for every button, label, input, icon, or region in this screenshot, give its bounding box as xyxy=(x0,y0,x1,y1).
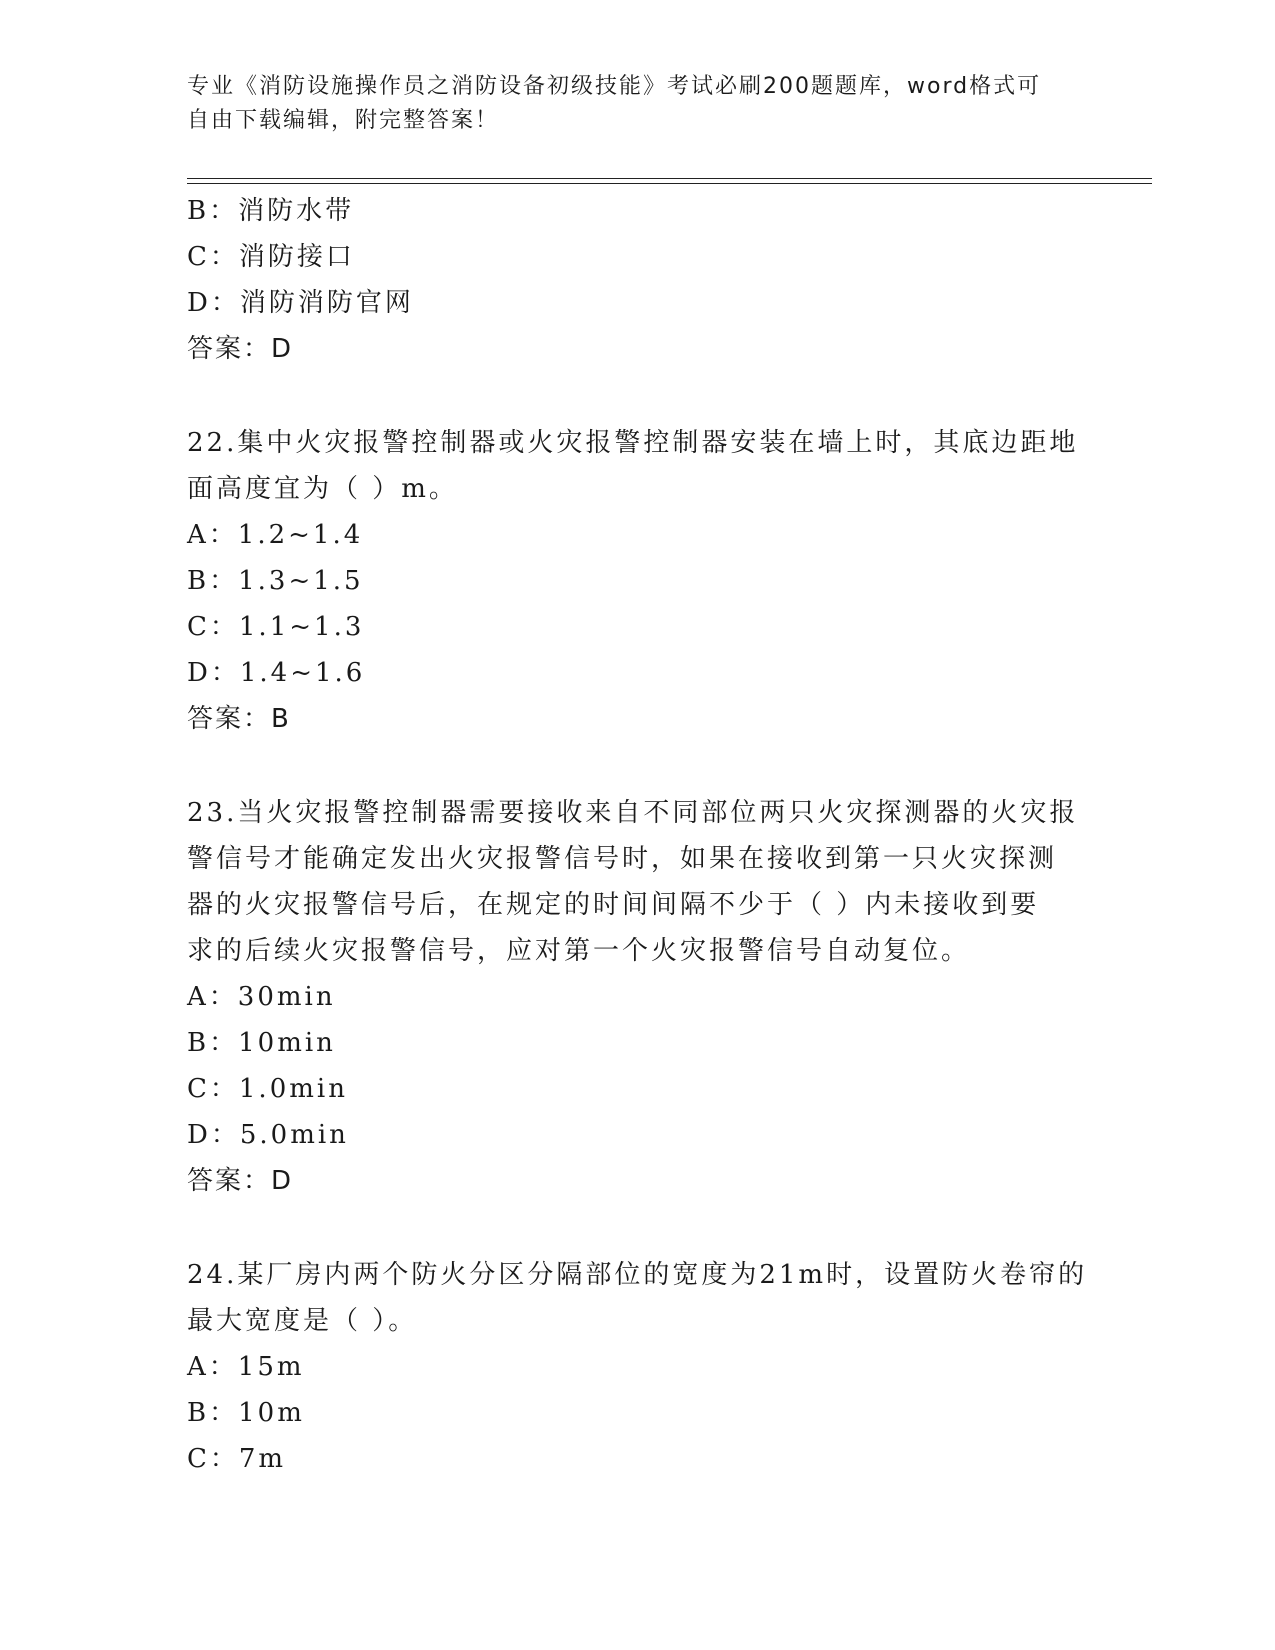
option-d: D：1.4~1.6 xyxy=(187,658,366,688)
spacer xyxy=(187,1204,1087,1252)
question-text-line: 面高度宜为（ ）m。 xyxy=(187,474,458,504)
option-c: C：1.1~1.3 xyxy=(187,612,365,642)
question-text-line: 24.某厂房内两个防火分区分隔部位的宽度为21m时，设置防火卷帘的 xyxy=(187,1260,1088,1290)
header-divider-top xyxy=(187,178,1152,179)
answer: 答案：B xyxy=(187,704,291,734)
question-text-line: 器的火灾报警信号后，在规定的时间间隔不少于（ ）内未接收到要 xyxy=(187,890,1040,920)
question-24 xyxy=(187,1252,1087,1482)
option-d: D：消防消防官网 xyxy=(187,288,414,318)
option-c: C：7m xyxy=(187,1444,287,1474)
option-c: C：1.0min xyxy=(187,1074,348,1104)
option-d: D：5.0min xyxy=(187,1120,349,1150)
question-list xyxy=(187,188,1087,1482)
question-text-line: 求的后续火灾报警信号，应对第一个火灾报警信号自动复位。 xyxy=(187,936,971,966)
question-21-continued xyxy=(187,188,1087,372)
answer: 答案：D xyxy=(187,334,294,364)
header-divider-bottom xyxy=(187,183,1152,184)
option-b: B：10m xyxy=(187,1398,305,1428)
question-23 xyxy=(187,790,1087,1204)
option-c: C：消防接口 xyxy=(187,242,355,272)
option-a: A：15m xyxy=(187,1352,305,1382)
answer: 答案：D xyxy=(187,1166,294,1196)
question-text-line: 警信号才能确定发出火灾报警信号时，如果在接收到第一只火灾探测 xyxy=(187,844,1058,874)
question-text-line: 23.当火灾报警控制器需要接收来自不同部位两只火灾探测器的火灾报 xyxy=(187,798,1079,828)
option-b: B：10min xyxy=(187,1028,336,1058)
question-text-line: 最大宽度是（ ）。 xyxy=(187,1306,418,1336)
spacer xyxy=(187,372,1087,420)
option-a: A：30min xyxy=(187,982,336,1012)
option-b: B：消防水带 xyxy=(187,196,355,226)
option-b: B：1.3~1.5 xyxy=(187,566,364,596)
question-text-line: 22.集中火灾报警控制器或火灾报警控制器安装在墙上时，其底边距地 xyxy=(187,428,1079,458)
header-line-2: 自由下载编辑，附完整答案！ xyxy=(187,108,500,133)
question-22 xyxy=(187,420,1087,742)
header-line-1: 专业《消防设施操作员之消防设备初级技能》考试必刷200题题库，word格式可 xyxy=(187,74,1042,99)
option-a: A：1.2~1.4 xyxy=(187,520,364,550)
spacer xyxy=(187,742,1087,790)
document-header xyxy=(187,70,1067,138)
